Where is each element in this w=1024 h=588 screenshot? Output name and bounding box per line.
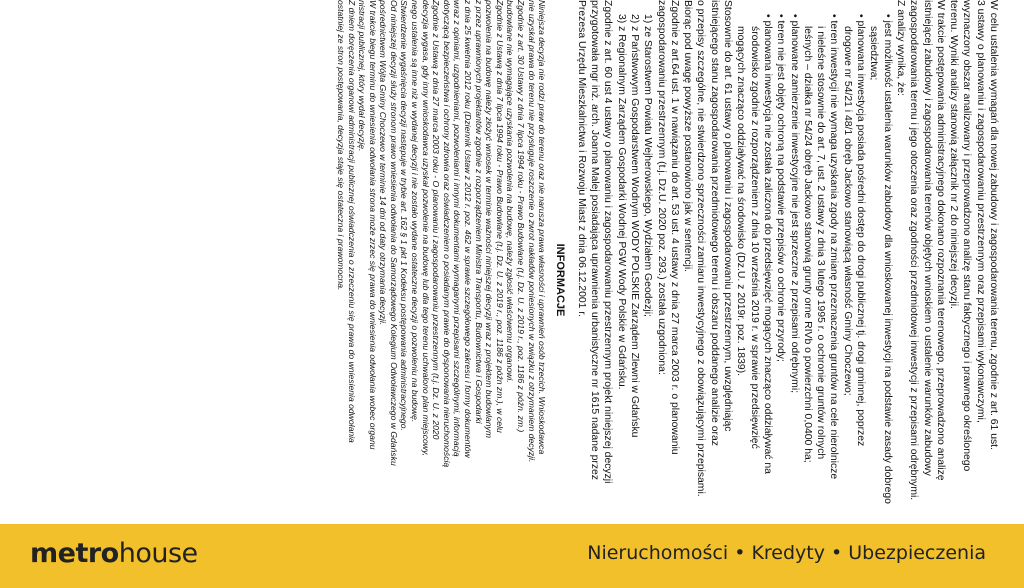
note-line: z dnia 25 kwietnia 2012 roku (Dziennik Ustaw z 2012 r. poz. 462 w sprawie szczegółowego zakresu i formy dokumentów	[463, 0, 474, 458]
notes-text	[335, 0, 547, 524]
paragraph-line: W trakcie postępowania administracyjnego dokonano rozpoznania terenowego, przeprowadzono analizę	[934, 0, 946, 481]
note-line: Zgodnie z art. 30 Ustawy z dnia 7 lipca 1994 roku - Prawo Budowlane (t.j. Dz. U. z 2019 r., poz. 1186 z późn. zm.)	[516, 0, 527, 433]
paragraph-line: Zgodnie z art. 60 ust 4 ustawy o planowaniu i zagospodarowaniu przestrzennym projekt niniejszej decyzji	[602, 0, 614, 484]
note-line: nego ustalenia są inne niż w wydanej decyzji i nie zostało wydane ostateczne decyzji o pozwoleniu na budowę.	[410, 0, 421, 423]
note-line: decyzja wygasa, gdy inny wnioskodawca uzyskał pozwolenie na budowę lub dla tego terenu uchwalono plan miejscowy,	[420, 0, 431, 457]
note-line: Z dniem doręczenia organowi administracji publicznej oświadczenia o zrzeczeniu się prawa do wniesienia odwołania	[346, 0, 357, 443]
note-line: pośrednictwem Wójta Gminy Choczewo w terminie 14 dni od daty otrzymania decyzji.	[378, 0, 389, 326]
bullet-line: • teren inwestycji nie wymaga uzyskania zgody na zmianę przeznaczenia gruntów na cele nierolnicze	[828, 14, 840, 480]
note-line: Zgodnie z Ustawą z dnia 27 marca 2003 roku - O planowaniu i zagospodarowaniu przestrzennym (t.j. Dz. U. z 2020	[431, 0, 442, 440]
rotated-page	[335, 0, 1000, 524]
metrohouse-logo	[30, 538, 198, 569]
note-line: dotyczącą bezpieczeństwa i ochrony zdrowia oraz oświadczeniem o posiadanym prawie do dysponowania nieruchomością	[441, 0, 452, 468]
bullet-line: mogących znacząco oddziaływać na środowisko (Dz.U. z 2019r. poz. 1839).	[735, 26, 747, 376]
list-line: 3) z Regionalnym Zarządem Gospodarki Wodnej PGW Wody Polskie w Gdańsku.	[615, 14, 627, 390]
note-line: Stwierdzenie wygaśnięcia decyzji następuje w trybie art. 162 § 1 pkt 1 Kodeksu postępowania administracyjnego.	[399, 0, 410, 431]
bullet-line: • planowana inwestycja posiada pośredni dostęp do drogi publicznej tj. drogi gminnej, poprzez	[855, 14, 867, 447]
bullet-line: • jest możliwość ustalenia warunków zabudowy dla wnioskowanej inwestycji na podstawie zasady dobrego	[881, 14, 893, 504]
note-line: wraz z opiniami, uzgodnieniami, pozwoleniami i innymi dokumentami wymaganymi przepisami szczególnymi, informacją	[452, 0, 463, 457]
paragraph-line: o przepisy szczególne, nie stwierdzono sprzeczności zamiaru inwestycyjnego z obowiązującymi przepisami.	[695, 0, 707, 497]
paragraph-line: istniejącej zabudowy i zagospodarowania terenów objętych wnioskiem o ustalenie warunków zabudowy	[921, 0, 933, 476]
note-line: Zgodnie z Ustawą z dnia 7 lipca 1994 roku - Prawo Budowlane (t.j. Dz. U. z 2019 r., poz. 1186 z późn zm.), w celu	[494, 0, 505, 433]
paragraph-line: Prezesa Urzędu Mieszkalnictwa i Rozwoju Miast z dnia 06.12.2001 r.	[575, 0, 587, 318]
note-line: nie uzyskał prawa do terenu nie przysługuje roszczenie o zwrot nakładów poniesionych w związku z otrzymaniem decyzji.	[526, 0, 537, 463]
note-line: nistracji publicznej, który wydał decyzję.	[357, 0, 368, 152]
note-line: W trakcie biegu terminu do wniesienia odwołania strona może zrzec się prawa do wniesienia odwołania wobec organu	[367, 0, 378, 450]
bullet-line: leśnych – działka nr 54/24 obręb Jackowo stanowią grunty orne RIVb o powierzchni 0,0400 ha;	[801, 26, 813, 463]
paragraph-line: Zgodnie z art.64 ust. 1 w nawiązaniu do art. 53 ust. 4 ustawy z dnia 27 marca 2003 r. o planowaniu	[668, 0, 680, 455]
note-line: Niniejsza decyzja nie rodzi praw do terenu oraz nie narusza prawa własności i uprawnień osób trzecich. Wnioskodawca	[537, 0, 548, 455]
paragraph-line: W celu ustalenia wymagań dla nowej zabudowy i zagospodarowania terenu, zgodnie z art. 61 ust.	[988, 0, 999, 450]
paragraph-line: Stosownie do art. 61 ustawy o planowaniu i zagospodarowaniu przestrzennym, uwzględniając	[722, 0, 734, 432]
note-line: budowlane nie wymagające uzyskania pozwolenia na budowę, należy zgłosić właściwemu organowi.	[505, 0, 516, 383]
body-text	[575, 0, 1001, 524]
note-line: z przez uprawnionych projektantów zgodnie z rozporządzeniem Ministra Transportu, Budownictwa i Gospodarki	[473, 0, 484, 424]
list-line: 1) ze Starostwem Powiatu Wejherowskiego, Wydziałem Geodezji;	[642, 14, 654, 317]
bullet-line: środowisko zgodnie z rozporządzeniem z dnia 10 września 2019 r. w sprawie przedsięwzięć	[748, 26, 760, 449]
paragraph-line: wyznaczony obszar analizowany i przeprowadzono analizę stanu faktycznego i prawnego określonego	[961, 0, 973, 472]
logo-metro: metro	[30, 538, 119, 569]
note-line: Od niniejszej decyzji służy stronom prawo wniesienia odwołania do Samorządowego Kolegium Odwoławczego w Gdańsku	[388, 0, 399, 466]
bullet-line: • planowana inwestycja nie została zaliczona do przedsięwzięć mogących znacząco oddziaływać na	[761, 14, 773, 474]
bullet-line: sąsiedztwa;	[868, 26, 880, 81]
paragraph-line: Z analizy wynika, że:	[894, 0, 906, 96]
banner-tagline: Nieruchomości • Kredyty • Ubezpieczenia	[587, 542, 986, 564]
paragraph-line: 3 ustawy o planowaniu i zagospodarowaniu przestrzennym oraz przepisami wykonawczymi,	[974, 0, 986, 423]
paragraph-line: przygotowała mgr inż. arch. Joanna Malej posiadająca uprawnienia urbanistyczne nr 1615 nadane przez	[589, 0, 601, 480]
list-line: 2) z Państwowym Gospodarstwem Wodnym WODY POLSKIE Zarządem Zlewni w Gdańsku	[628, 14, 640, 438]
bullet-line: • teren nie jest objęty ochroną na podstawie przepisów o ochronie przyrody;	[775, 14, 787, 362]
bullet-line: drogowe nr 54/21 i 48/1 obręb Jackowo stanowiącą własność Gminy Choczewo;	[841, 26, 853, 396]
paragraph-line: zagospodarowania terenu i jego otoczenia oraz zgodności przedmiotowej inwestycji z przepisami odrębnymi.	[908, 0, 920, 501]
note-line: ostatniej ze stron postępowania, decyzja staje się ostateczna i prawomocna.	[335, 0, 346, 291]
paragraph-line: terenu. Wyniki analizy stanowią załącznik nr 2 do niniejszej decyzji.	[948, 0, 960, 309]
bullet-line: • planowane zamierzenie inwestycyjne nie jest sprzeczne z przepisami odrębnymi;	[788, 14, 800, 394]
note-line: pozwolenia na budowę należy złożyć wniosek w terminie ważności niniejszej decyzji wraz z projektem budowlanym	[484, 0, 495, 439]
section-heading: INFORMACJE	[554, 243, 567, 317]
bullet-line: i nieleśne stosownie do art. 7, ust. 2 ustawy z dnia 3 lutego 1995 r. o ochronie gruntów rolnych	[815, 26, 827, 460]
paragraph-line: istniejącego stanu zagospodarowania przedmiotowego terenu i obszaru poddanego analizie oraz	[708, 0, 720, 446]
paragraph-line: zagospodarowaniu przestrzennym (t.j. Dz.U. 2020 poz. 293.) została uzgodniona:	[655, 0, 667, 375]
logo-house: house	[118, 538, 198, 569]
paragraph-line: Biorąc pod uwagę powyższe postanowiono jak w sentencji.	[682, 0, 694, 273]
brand-banner	[0, 524, 1024, 588]
